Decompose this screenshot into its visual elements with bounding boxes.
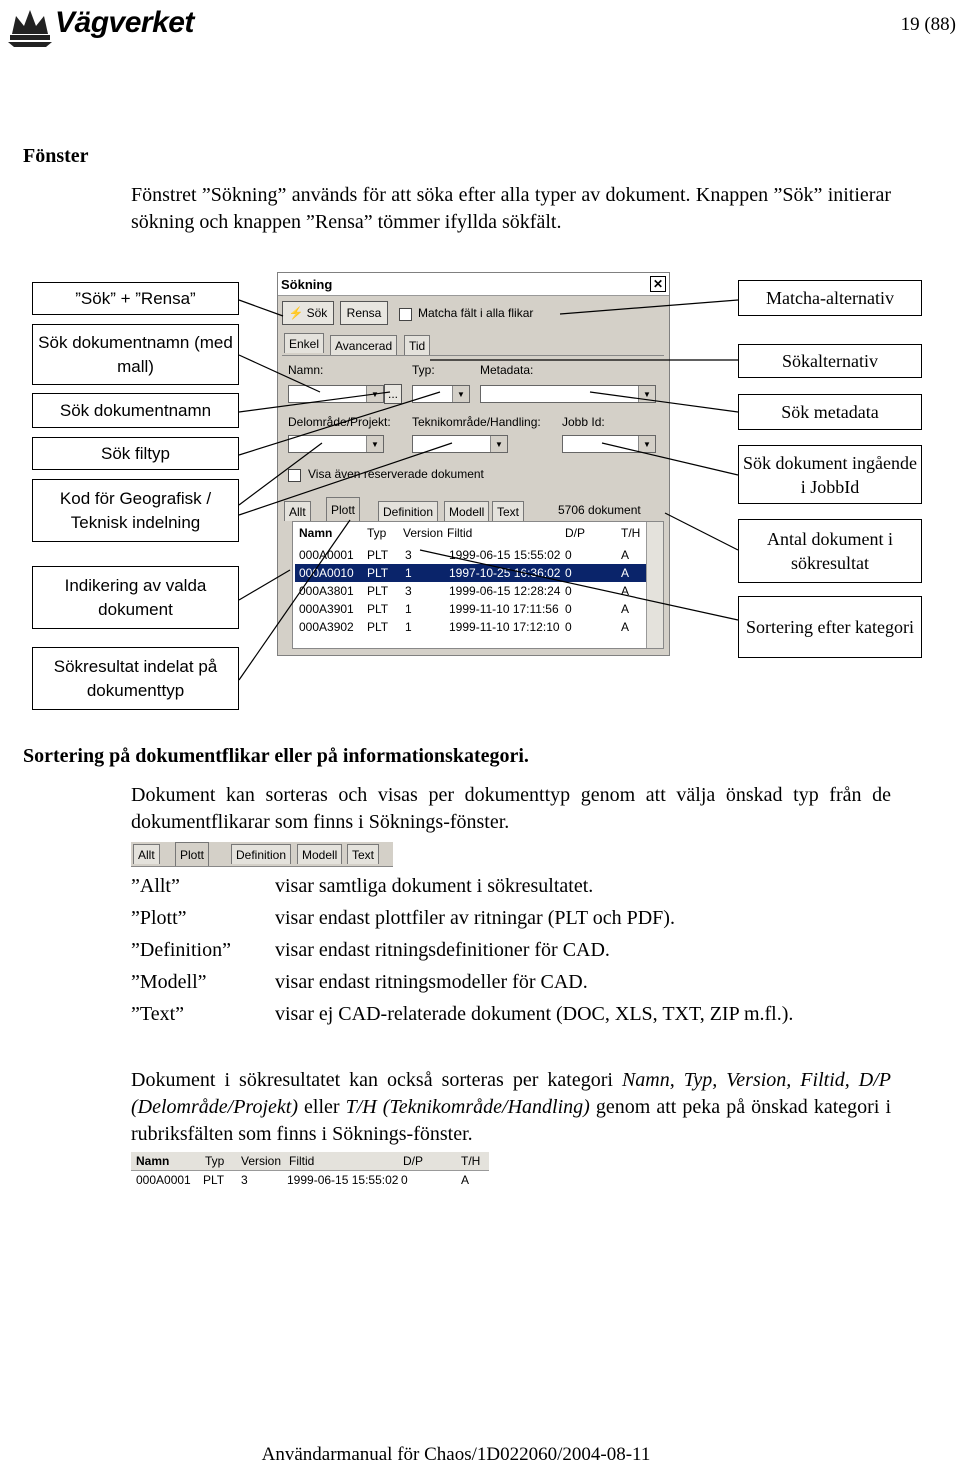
callout-kod-indelning: Kod för Geografisk / Teknisk indelning — [32, 479, 239, 542]
illus-col-typ: Typ — [205, 1154, 225, 1168]
chevron-down-icon: ▼ — [638, 436, 655, 452]
desc-text: visar ej CAD-relaterade dokument (DOC, XLS, TXT, ZIP m.fl.). — [275, 1003, 794, 1025]
cell-dp: 0 — [565, 584, 572, 598]
cell-th: A — [621, 548, 630, 562]
page-number: 19 (88) — [900, 14, 956, 35]
desc-allt: visar samtliga dokument i sökresultatet. — [275, 875, 594, 897]
column-header-th[interactable]: T/H — [621, 526, 641, 540]
tab-enkel[interactable]: Enkel — [284, 333, 324, 353]
illus-cell-th: A — [461, 1173, 470, 1187]
column-header-typ[interactable]: Typ — [367, 526, 387, 540]
browse-button[interactable]: ... — [384, 384, 402, 404]
callout-sok-dokumentnamn-mall: Sök dokumentnamn (med mall) — [32, 324, 239, 385]
chevron-down-icon: ▼ — [452, 386, 469, 402]
callout-sortering-kategori: Sortering efter kategori — [738, 596, 922, 658]
cell-name: 000A0001 — [299, 548, 354, 562]
callout-sok-metadata: Sök metadata — [738, 394, 922, 430]
show-reserved-label: Visa även reserverade dokument — [308, 467, 484, 481]
term-modell: ”Modell” — [131, 971, 207, 993]
cell-filtid: 1999-11-10 17:12:10 — [449, 620, 560, 634]
callout-matcha-alternativ: Matcha-alternativ — [738, 280, 922, 316]
term-allt: ”Allt” — [131, 875, 180, 897]
cell-type: PLT — [367, 584, 389, 598]
doc-tab-plott[interactable]: Plott — [326, 497, 360, 521]
cell-name: 000A3902 — [299, 620, 354, 634]
term-plott: ”Plott” — [131, 907, 187, 929]
cell-name: 000A3801 — [299, 584, 354, 598]
cell-filtid: 1999-06-15 12:28:24 — [449, 584, 561, 598]
section-heading-fonster: Fönster — [23, 145, 89, 167]
cell-name: 000A0010 — [299, 566, 354, 580]
column-header-namn[interactable]: Namn — [299, 526, 333, 540]
illus-col-version: Version — [241, 1154, 282, 1168]
doc-tab-allt[interactable]: Allt — [284, 501, 311, 521]
cell-th: A — [621, 602, 630, 616]
chevron-down-icon: ▼ — [490, 436, 507, 452]
column-header-dp[interactable]: D/P — [565, 526, 586, 540]
cell-th: A — [621, 566, 630, 580]
tab-tid[interactable]: Tid — [404, 335, 430, 355]
doc-count: 5706 dokument — [558, 503, 641, 517]
tech-label: Teknikområde/Handling: — [412, 415, 541, 429]
chevron-down-icon: ▼ — [366, 436, 383, 452]
cell-filtid: 1999-11-10 17:11:56 — [449, 602, 559, 616]
cell-version: 3 — [405, 548, 412, 562]
illus-cell-version: 3 — [241, 1173, 248, 1187]
p2-emphasis-2: T/H (Teknikområde/Handling) — [345, 1096, 590, 1118]
cell-name: 000A3901 — [299, 602, 354, 616]
illus-col-filtid: Filtid — [289, 1154, 315, 1168]
search-button-label: Sök — [306, 306, 328, 320]
page-footer: Användarmanual för Chaos/1D022060/2004-08-11 — [261, 1444, 651, 1465]
callout-antal-dokument: Antal dokument i sökresultat — [738, 519, 922, 583]
cell-type: PLT — [367, 566, 389, 580]
cell-version: 1 — [405, 620, 412, 634]
tab-avancerad[interactable]: Avancerad — [330, 335, 397, 355]
area-label: Delområde/Projekt: — [288, 415, 391, 429]
section-paragraph: Fönstret ”Sökning” används för att söka efter alla typer av dokument. Knappen ”Sök” initierar sökning och knappen ”Rensa” tömmer ifyllda sökfält. — [131, 184, 891, 233]
clear-button-label: Rensa — [346, 306, 382, 320]
cell-dp: 0 — [565, 620, 572, 634]
illus-tab-plott: Plott — [175, 842, 209, 866]
column-header-filtid[interactable]: Filtid — [447, 526, 473, 540]
p2-text-a: Dokument i sökresultatet kan också sorteras per kategori — [131, 1069, 622, 1091]
term-text: ”Text” — [131, 1003, 185, 1025]
cell-type: PLT — [367, 602, 389, 616]
metadata-label: Metadata: — [480, 363, 534, 377]
callout-sok-rensa: ”Sök” + ”Rensa” — [32, 282, 239, 315]
callout-sok-dokumentnamn: Sök dokumentnamn — [32, 393, 239, 428]
callout-sok-filtyp: Sök filtyp — [32, 437, 239, 470]
cell-type: PLT — [367, 548, 389, 562]
type-label: Typ: — [412, 363, 435, 377]
desc-plott: visar endast plottfiler av ritningar (PLT och PDF). — [275, 907, 675, 929]
name-label: Namn: — [288, 363, 324, 377]
illus-tab-modell: Modell — [297, 844, 342, 864]
cell-version: 1 — [405, 602, 412, 616]
cell-dp: 0 — [565, 566, 572, 580]
illus-col-dp: D/P — [403, 1154, 424, 1168]
close-icon[interactable]: ✕ — [650, 276, 666, 292]
cell-type: PLT — [367, 620, 389, 634]
job-label: Jobb Id: — [562, 415, 605, 429]
sort-paragraph-2 — [131, 1067, 891, 1148]
cell-version: 1 — [405, 566, 412, 580]
desc-definition: visar endast ritningsdefinitioner för CAD. — [275, 939, 610, 961]
illus-tab-allt: Allt — [133, 844, 160, 864]
chevron-down-icon: ▼ — [366, 386, 383, 402]
cell-th: A — [621, 620, 630, 634]
column-header-illustration — [131, 1152, 489, 1190]
doc-tab-definition[interactable]: Definition — [378, 501, 438, 521]
illus-tab-text: Text — [347, 844, 379, 864]
desc-modell: visar endast ritningsmodeller för CAD. — [275, 971, 588, 993]
doc-tabs-illustration — [131, 842, 393, 867]
doc-tab-modell[interactable]: Modell — [444, 501, 489, 521]
illus-cell-name: 000A0001 — [136, 1173, 191, 1187]
connector-lines — [0, 0, 960, 720]
callout-indikering: Indikering av valda dokument — [32, 566, 239, 629]
cell-filtid: 1999-06-15 15:55:02 — [449, 548, 561, 562]
p2-emphasis-1: Namn, Typ, Version, Filtid, D/P (Delområde/Projekt) — [131, 1069, 891, 1118]
match-all-label: Matcha fält i alla flikar — [418, 306, 534, 320]
column-header-version[interactable]: Version — [403, 526, 444, 540]
illus-cell-dp: 0 — [401, 1173, 408, 1187]
term-definition: ”Definition” — [131, 939, 231, 961]
illus-cell-type: PLT — [203, 1173, 225, 1187]
cell-filtid: 1997-10-25 16:36:02 — [449, 566, 561, 580]
illus-col-th: T/H — [461, 1154, 481, 1168]
doc-tab-text[interactable]: Text — [492, 501, 524, 521]
callout-sokresultat-indelat: Sökresultat indelat på dokumenttyp — [32, 647, 239, 710]
dialog-title: Sökning — [281, 276, 333, 292]
illus-tab-definition: Definition — [231, 844, 291, 864]
cell-dp: 0 — [565, 602, 572, 616]
illus-col-namn: Namn — [136, 1154, 170, 1168]
illus-cell-filtid: 1999-06-15 15:55:02 — [287, 1173, 399, 1187]
cell-dp: 0 — [565, 548, 572, 562]
callout-sok-jobbid: Sök dokument ingående i JobbId — [738, 445, 922, 504]
cell-version: 3 — [405, 584, 412, 598]
cell-th: A — [621, 584, 630, 598]
p2-text-c: genom att peka på önskad kategori i rubriksfälten som finns i Söknings-fönster. — [131, 1096, 891, 1145]
chevron-down-icon: ▼ — [638, 386, 655, 402]
section-heading-sortering: Sortering på dokumentflikar eller på informationskategori. — [23, 745, 529, 767]
lightning-icon: ⚡ — [288, 306, 304, 320]
sort-paragraph-1: Dokument kan sorteras och visas per dokumenttyp genom att välja önskad typ från de dokumentflikarar som finns i Söknings-fönster. — [131, 784, 891, 833]
callout-sokalternativ: Sökalternativ — [738, 344, 922, 378]
p2-text-b: eller — [297, 1096, 346, 1118]
logo-text: Vägverket — [55, 6, 194, 39]
